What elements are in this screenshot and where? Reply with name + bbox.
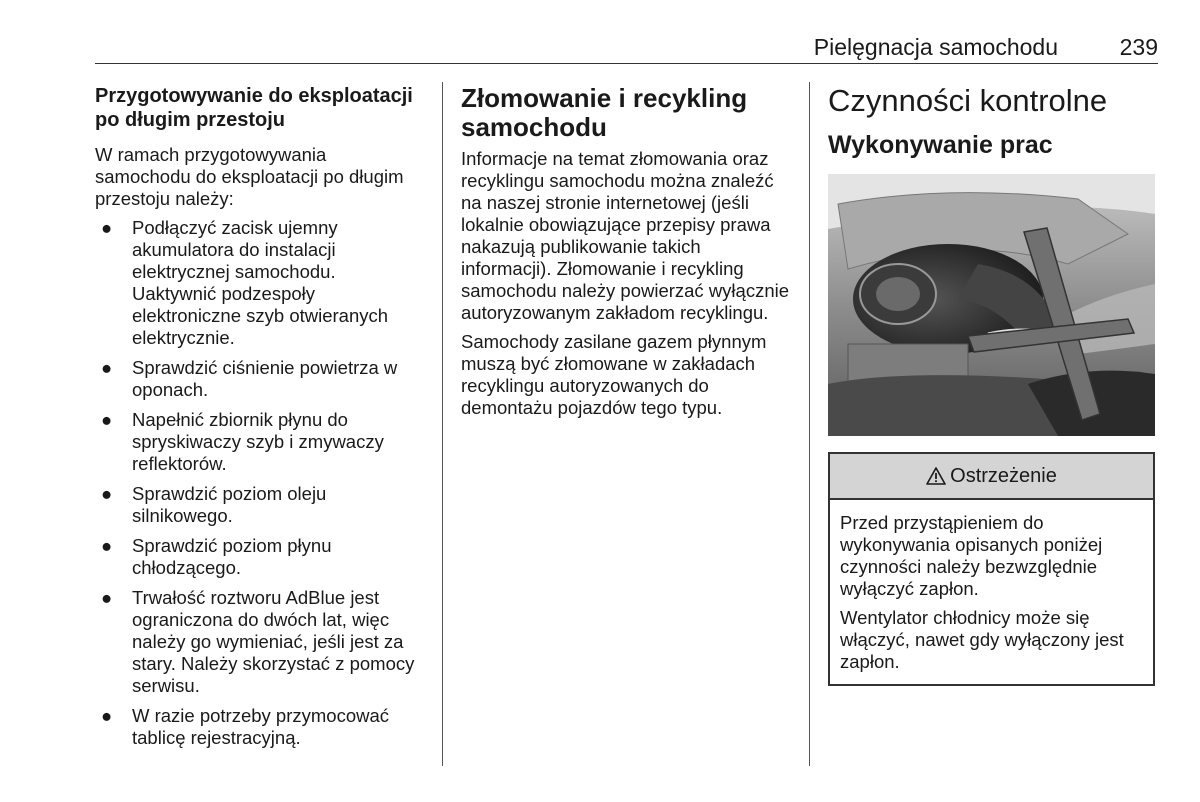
warning-box: [828, 452, 1155, 686]
bullet-icon: ●: [101, 409, 113, 430]
list-item: ● Sprawdzić poziom płynu chłodzącego.: [101, 535, 332, 578]
bullet-icon: ●: [101, 357, 113, 378]
bullet-icon: ●: [101, 705, 113, 726]
column-divider-1: [442, 82, 443, 766]
bullet-icon: ●: [101, 535, 113, 556]
bullet-icon: ●: [101, 483, 113, 504]
recycling-heading: Złomowanie i recykling samochodu: [461, 83, 748, 142]
column-checks: [828, 84, 1155, 686]
warning-paragraph-2: Wentylator chłodnicy może się włączyć, nawet gdy wyłączony jest zapłon.: [840, 607, 1124, 672]
bullet-icon: ●: [101, 587, 113, 608]
warning-body: [830, 500, 1153, 684]
warning-header: [830, 454, 1153, 500]
storage-heading: Przygotowywanie do eksploatacji po długim przestoju: [95, 85, 413, 131]
warning-title: Ostrzeżenie: [950, 464, 1057, 487]
column-recycling: [461, 84, 796, 426]
list-item: ● W razie potrzeby przymocować tablicę rejestracyjną.: [101, 705, 390, 748]
recycling-paragraph-1: Informacje na temat złomowania oraz recyklingu samochodu można znaleźć na naszej stronie internetowej (jeśli lokalnie obowiązujące przepisy prawa nakazują publikowanie takich informacji). Złomowanie i recykling samochodu należy powierzać wyłącznie autoryzowanym zakładom recyklingu.: [461, 148, 790, 323]
warning-triangle-icon: [926, 467, 946, 485]
storage-intro: W ramach przygotowywania samochodu do eksploatacji po długim przestoju należy:: [95, 144, 404, 209]
column-divider-2: [809, 82, 810, 766]
list-item: ● Sprawdzić ciśnienie powietrza w oponach.: [101, 357, 398, 400]
header-title: Pielęgnacja samochodu: [813, 34, 1058, 60]
list-item: ● Podłączyć zacisk ujemny akumulatora do instalacji elektrycznej samochodu. Uaktywnić podzespoły elektroniczne szyb otwieranych elektrycznie.: [101, 217, 389, 348]
checks-subheading: Wykonywanie prac: [828, 131, 1053, 159]
page-number: 239: [1119, 34, 1158, 60]
list-item: ● Trwałość roztworu AdBlue jest ograniczona do dwóch lat, więc należy go wymieniać, jeśli jest za stary. Należy skorzystać z pomocy serwisu.: [101, 587, 415, 696]
engine-bay-photo: [828, 174, 1155, 436]
bullet-icon: ●: [101, 217, 113, 238]
warning-paragraph-1: Przed przystąpieniem do wykonywania opisanych poniżej czynności należy bezwzględnie wyłączyć zapłon.: [840, 512, 1103, 599]
header-rule: [95, 63, 1158, 64]
list-item: ● Sprawdzić poziom oleju silnikowego.: [101, 483, 327, 526]
storage-checklist: [95, 217, 425, 749]
list-item: ● Napełnić zbiornik płynu do spryskiwaczy szyb i zmywaczy reflektorów.: [101, 409, 384, 474]
checks-heading: Czynności kontrolne: [828, 83, 1108, 118]
recycling-paragraph-2: Samochody zasilane gazem płynnym muszą być złomowane w zakładach recyklingu autoryzowanych do demontażu pojazdów tego typu.: [461, 331, 767, 418]
column-storage: [95, 84, 425, 757]
